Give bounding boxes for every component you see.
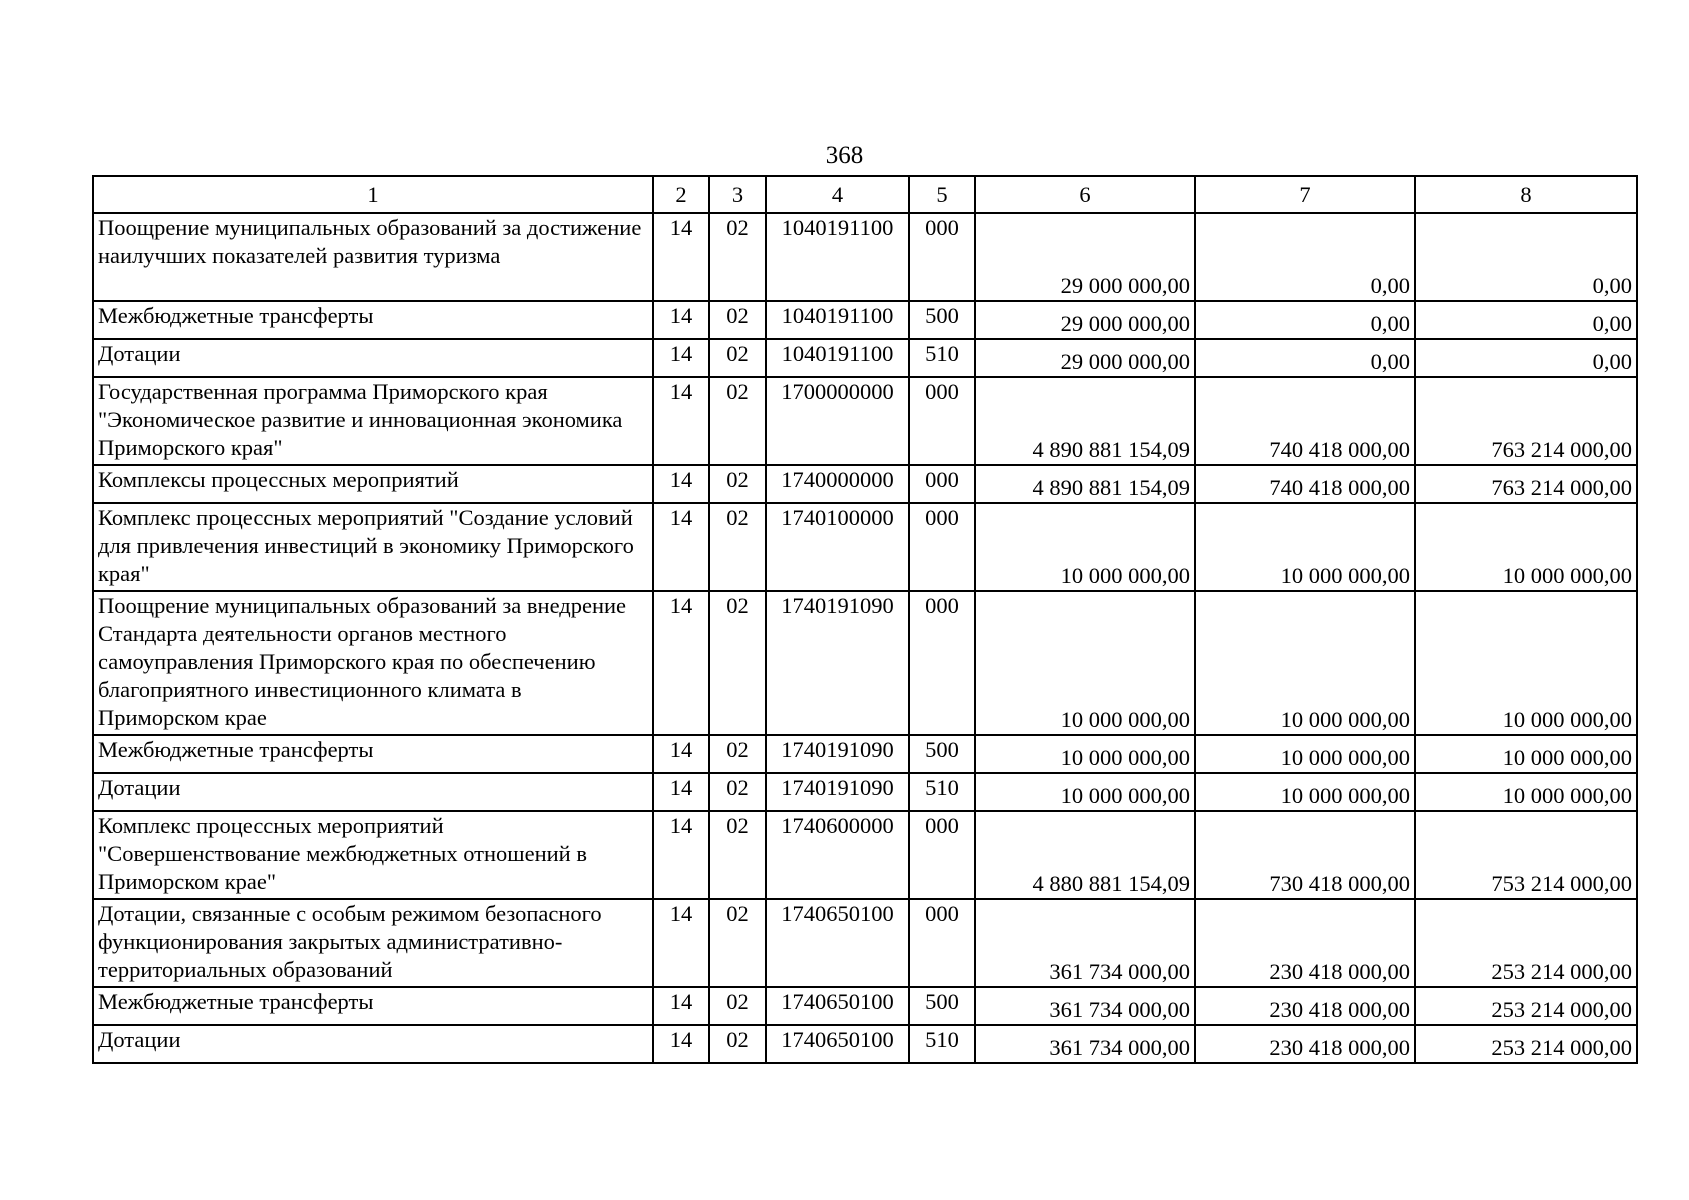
row-name: Поощрение муниципальных образований за внедрение Стандарта деятельности органов местного самоуправления Приморского края по обеспечению благоприятного инвестиционного климата в Приморском крае (93, 591, 653, 735)
amount-col-6: 29 000 000,00 (975, 339, 1195, 377)
amount-col-8: 10 000 000,00 (1415, 591, 1637, 735)
expense-type-code: 000 (909, 213, 975, 301)
target-article-code: 1740600000 (766, 811, 909, 899)
amount-col-8: 763 214 000,00 (1415, 465, 1637, 503)
table-row (93, 213, 1637, 301)
expense-type-code: 510 (909, 1025, 975, 1063)
table-row (93, 503, 1637, 591)
amount-col-7: 0,00 (1195, 339, 1415, 377)
subsection-code: 02 (709, 591, 766, 735)
expense-type-code: 500 (909, 735, 975, 773)
section-code: 14 (653, 591, 709, 735)
amount-col-6: 10 000 000,00 (975, 735, 1195, 773)
target-article-code: 1040191100 (766, 213, 909, 301)
subsection-code: 02 (709, 301, 766, 339)
amount-col-6: 4 880 881 154,09 (975, 811, 1195, 899)
section-code: 14 (653, 773, 709, 811)
section-code: 14 (653, 465, 709, 503)
amount-col-7: 230 418 000,00 (1195, 899, 1415, 987)
amount-col-6: 361 734 000,00 (975, 1025, 1195, 1063)
target-article-code: 1740100000 (766, 503, 909, 591)
section-code: 14 (653, 213, 709, 301)
table-row (93, 301, 1637, 339)
target-article-code: 1740650100 (766, 899, 909, 987)
amount-col-6: 361 734 000,00 (975, 987, 1195, 1025)
row-name: Межбюджетные трансферты (93, 301, 653, 339)
amount-col-6: 29 000 000,00 (975, 213, 1195, 301)
row-name: Комплексы процессных мероприятий (93, 465, 653, 503)
amount-col-7: 0,00 (1195, 213, 1415, 301)
amount-col-8: 253 214 000,00 (1415, 1025, 1637, 1063)
amount-col-7: 10 000 000,00 (1195, 773, 1415, 811)
amount-col-8: 253 214 000,00 (1415, 899, 1637, 987)
amount-col-7: 740 418 000,00 (1195, 465, 1415, 503)
target-article-code: 1040191100 (766, 339, 909, 377)
column-header-3: 3 (709, 176, 766, 213)
subsection-code: 02 (709, 465, 766, 503)
target-article-code: 1740650100 (766, 1025, 909, 1063)
subsection-code: 02 (709, 773, 766, 811)
table-row (93, 811, 1637, 899)
table-row (93, 735, 1637, 773)
section-code: 14 (653, 301, 709, 339)
section-code: 14 (653, 339, 709, 377)
amount-col-7: 230 418 000,00 (1195, 1025, 1415, 1063)
amount-col-6: 4 890 881 154,09 (975, 465, 1195, 503)
amount-col-8: 763 214 000,00 (1415, 377, 1637, 465)
amount-col-7: 730 418 000,00 (1195, 811, 1415, 899)
section-code: 14 (653, 987, 709, 1025)
subsection-code: 02 (709, 339, 766, 377)
section-code: 14 (653, 899, 709, 987)
amount-col-6: 29 000 000,00 (975, 301, 1195, 339)
section-code: 14 (653, 811, 709, 899)
amount-col-8: 10 000 000,00 (1415, 503, 1637, 591)
table-row (93, 465, 1637, 503)
amount-col-8: 0,00 (1415, 213, 1637, 301)
row-name: Дотации (93, 1025, 653, 1063)
table-row (93, 591, 1637, 735)
subsection-code: 02 (709, 503, 766, 591)
table-row (93, 987, 1637, 1025)
amount-col-8: 753 214 000,00 (1415, 811, 1637, 899)
amount-col-7: 10 000 000,00 (1195, 591, 1415, 735)
table-row (93, 773, 1637, 811)
table-row (93, 377, 1637, 465)
amount-col-7: 740 418 000,00 (1195, 377, 1415, 465)
row-name: Комплекс процессных мероприятий "Совершенствование межбюджетных отношений в Приморском крае" (93, 811, 653, 899)
expense-type-code: 000 (909, 591, 975, 735)
target-article-code: 1040191100 (766, 301, 909, 339)
amount-col-6: 10 000 000,00 (975, 773, 1195, 811)
target-article-code: 1700000000 (766, 377, 909, 465)
row-name: Дотации (93, 773, 653, 811)
section-code: 14 (653, 735, 709, 773)
subsection-code: 02 (709, 735, 766, 773)
subsection-code: 02 (709, 1025, 766, 1063)
expense-type-code: 000 (909, 377, 975, 465)
expense-type-code: 000 (909, 811, 975, 899)
amount-col-6: 4 890 881 154,09 (975, 377, 1195, 465)
target-article-code: 1740191090 (766, 773, 909, 811)
expense-type-code: 000 (909, 465, 975, 503)
amount-col-6: 361 734 000,00 (975, 899, 1195, 987)
expense-type-code: 500 (909, 301, 975, 339)
target-article-code: 1740650100 (766, 987, 909, 1025)
section-code: 14 (653, 503, 709, 591)
row-name: Дотации (93, 339, 653, 377)
row-name: Межбюджетные трансферты (93, 987, 653, 1025)
expense-type-code: 500 (909, 987, 975, 1025)
header-row (93, 176, 1637, 213)
amount-col-7: 10 000 000,00 (1195, 735, 1415, 773)
column-header-7: 7 (1195, 176, 1415, 213)
page-number: 368 (825, 142, 864, 169)
column-header-8: 8 (1415, 176, 1637, 213)
target-article-code: 1740191090 (766, 591, 909, 735)
subsection-code: 02 (709, 213, 766, 301)
amount-col-7: 0,00 (1195, 301, 1415, 339)
amount-col-8: 0,00 (1415, 339, 1637, 377)
expense-type-code: 000 (909, 503, 975, 591)
row-name: Государственная программа Приморского края "Экономическое развитие и инновационная экономика Приморского края" (93, 377, 653, 465)
amount-col-6: 10 000 000,00 (975, 591, 1195, 735)
section-code: 14 (653, 377, 709, 465)
column-header-1: 1 (93, 176, 653, 213)
row-name: Дотации, связанные с особым режимом безопасного функционирования закрытых административно-территориальных образований (93, 899, 653, 987)
budget-table (92, 175, 1638, 1064)
expense-type-code: 510 (909, 339, 975, 377)
row-name: Межбюджетные трансферты (93, 735, 653, 773)
amount-col-8: 0,00 (1415, 301, 1637, 339)
subsection-code: 02 (709, 899, 766, 987)
target-article-code: 1740000000 (766, 465, 909, 503)
expense-type-code: 000 (909, 899, 975, 987)
target-article-code: 1740191090 (766, 735, 909, 773)
column-header-5: 5 (909, 176, 975, 213)
row-name: Поощрение муниципальных образований за достижение наилучших показателей развития туризма (93, 213, 653, 301)
amount-col-7: 230 418 000,00 (1195, 987, 1415, 1025)
amount-col-7: 10 000 000,00 (1195, 503, 1415, 591)
amount-col-6: 10 000 000,00 (975, 503, 1195, 591)
subsection-code: 02 (709, 987, 766, 1025)
column-header-2: 2 (653, 176, 709, 213)
table-row (93, 899, 1637, 987)
expense-type-code: 510 (909, 773, 975, 811)
table-row (93, 1025, 1637, 1063)
section-code: 14 (653, 1025, 709, 1063)
row-name: Комплекс процессных мероприятий "Создание условий для привлечения инвестиций в экономику Приморского края" (93, 503, 653, 591)
column-header-6: 6 (975, 176, 1195, 213)
amount-col-8: 10 000 000,00 (1415, 735, 1637, 773)
subsection-code: 02 (709, 377, 766, 465)
table-row (93, 339, 1637, 377)
column-header-4: 4 (766, 176, 909, 213)
amount-col-8: 10 000 000,00 (1415, 773, 1637, 811)
amount-col-8: 253 214 000,00 (1415, 987, 1637, 1025)
subsection-code: 02 (709, 811, 766, 899)
